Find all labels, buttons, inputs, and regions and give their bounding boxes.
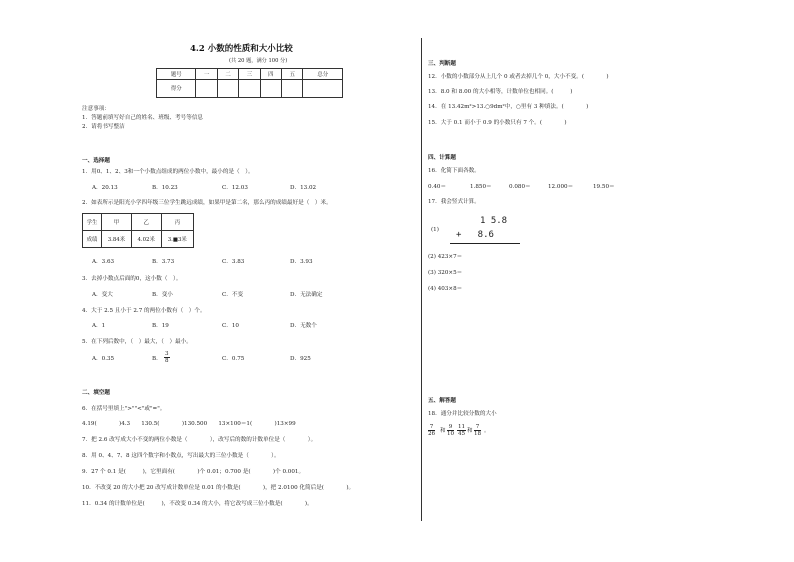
jump-table-header: 乙 (131, 214, 161, 231)
fraction-three-eighths (164, 351, 170, 364)
simplify-item[interactable]: 12.000＝ (548, 184, 574, 190)
fraction-denominator: 45 (458, 431, 466, 437)
fraction (447, 424, 454, 437)
score-table-header: 三 (239, 69, 260, 80)
jump-table-header: 甲 (102, 214, 132, 231)
fraction-numerator: 7 (475, 424, 480, 430)
fraction-separator: 。 (484, 428, 490, 434)
option[interactable]: D．无数个 (290, 323, 317, 329)
calc-item[interactable]: (4) 403×8＝ (428, 286, 463, 292)
score-cell[interactable] (239, 79, 260, 97)
question-6: 6．在括号里填上">""<"或"="。 (82, 406, 166, 412)
simplify-item[interactable]: 1.850＝ (470, 184, 492, 190)
score-table-header: 一 (196, 69, 217, 80)
question-5: 5．在下列后数中，（ ）最大，（ ）最小。 (82, 339, 192, 345)
question-9: 9．27 个 0.1 是( )，它里面有( )个 0.01；0.700 是( )个 0.001。 (82, 469, 305, 475)
jump-results-table (82, 213, 194, 248)
question-11: 11．0.34 的计数单位是( )，不改变 0.34 的大小，将它改写成三位小数是( )。 (82, 501, 313, 507)
page-title: 4.2 小数的性质和大小比较 (190, 44, 293, 54)
vertical-calc-line (450, 243, 520, 244)
option[interactable]: C．0.75 (222, 356, 245, 362)
option[interactable]: A．变大 (92, 292, 113, 298)
option[interactable]: A．3.63 (92, 259, 115, 265)
fraction (457, 424, 466, 437)
section-heading: 一、选择题 (82, 158, 110, 164)
fraction (428, 424, 435, 437)
fraction-denominator: 8 (165, 358, 169, 364)
question-15: 15．大于 0.1 而小于 0.9 的小数只有 7 个。( ) (428, 120, 567, 126)
option[interactable]: D．无法确定 (290, 292, 323, 298)
option[interactable]: B．3.73 (152, 259, 175, 265)
page-subtitle: (共 20 题，满分 100 分) (229, 58, 288, 64)
option[interactable]: C．不变 (222, 292, 244, 298)
option[interactable]: D．925 (290, 356, 311, 362)
fraction-numerator: 3 (165, 351, 169, 357)
option[interactable]: D．3.93 (290, 259, 313, 265)
fraction-denominator: 18 (474, 431, 482, 437)
question-13: 13．8.0 和 8.00 的大小相等，计数单位也相同。( ) (428, 89, 573, 95)
notes-heading: 注意事项： (82, 106, 110, 112)
fraction (474, 424, 481, 437)
jump-table-header: 丙 (161, 214, 193, 231)
option[interactable]: A．0.35 (92, 356, 115, 362)
option[interactable]: A．20.13 (92, 185, 118, 191)
jump-table-cell: 4.02米 (131, 231, 161, 248)
score-cell[interactable] (303, 79, 343, 97)
option[interactable]: B．10.23 (152, 185, 178, 191)
score-row-label: 得分 (157, 79, 196, 97)
fraction-denominator: 26 (428, 431, 436, 437)
score-cell[interactable] (217, 79, 238, 97)
calc-item[interactable]: (2) 423×7＝ (428, 254, 463, 260)
question-6-blanks[interactable]: 4.19( )4.3 130.5( )130.500 13×100＝1( )13×99 (82, 421, 296, 427)
calc-item[interactable]: (3) 320×5＝ (428, 270, 463, 276)
fraction-separator: 和 (440, 428, 446, 434)
simplify-item[interactable]: 0.080＝ (509, 184, 531, 190)
score-table (156, 68, 343, 98)
question-1: 1．用0、1、2、3和一个小数点组成的两位小数中，最小的是（ ）。 (82, 169, 254, 175)
score-table-header: 题号 (157, 69, 196, 80)
score-table-header: 五 (282, 69, 303, 80)
question-16: 16．化简下面各数。 (428, 168, 480, 174)
vertical-calc-bottom: + 8.6 (456, 230, 494, 240)
option[interactable]: B． (152, 356, 162, 362)
section-heading: 二、填空题 (82, 390, 110, 396)
question-7: 7．把 2.6 改写成大小不变的两位小数是（ ），改写后的数的计数单位是（ ）。 (82, 437, 317, 443)
question-18: 18．通分并比较分数的大小 (428, 411, 497, 417)
score-table-header: 二 (217, 69, 238, 80)
jump-table-row (83, 231, 194, 248)
question-4: 4．大于 2.5 且小于 2.7 的两位小数有（ ）个。 (82, 308, 206, 314)
question-12: 12．小数的小数部分从上几个 0 或者去掉几个 0，大小不变。( ) (428, 74, 609, 80)
question-8: 8．用 0、4、7、8 这四个数字和小数点，写出最大的三位小数是（ ）。 (82, 453, 280, 459)
column-divider (421, 38, 422, 521)
question-14: 14．在 13.42m²>13.○9dm²中，○里有 3 种填法。( ) (428, 104, 589, 110)
jump-table-header-row (83, 214, 194, 231)
vertical-calc-label: (1) (431, 227, 439, 233)
fraction-numerator: 9 (448, 424, 453, 430)
fraction-numerator: 7 (429, 424, 434, 430)
jump-table-cell: 3.84米 (102, 231, 132, 248)
score-cell[interactable] (282, 79, 303, 97)
fraction-numerator: 11 (458, 424, 466, 430)
jump-table-cell: 3.■3米 (161, 231, 193, 248)
jump-table-cell: 成绩 (83, 231, 102, 248)
score-table-header: 四 (260, 69, 281, 80)
score-cell[interactable] (260, 79, 281, 97)
option[interactable]: C．10 (222, 323, 239, 329)
option[interactable]: B．19 (152, 323, 169, 329)
option[interactable]: C．3.83 (222, 259, 245, 265)
option[interactable]: C．12.03 (222, 185, 248, 191)
question-3: 3．去掉小数点后面的0，这小数（ ）。 (82, 276, 182, 282)
question-2: 2．如表所示是阳光小学四年级三位学生跳远成绩，如果甲是第二名，那么丙的成绩最好是（ ）米。 (82, 200, 332, 206)
note-item: 1．答题前填写好自己的姓名、班级、考号等信息 (82, 115, 204, 121)
score-cell[interactable] (196, 79, 217, 97)
section-heading: 三、判断题 (428, 61, 456, 67)
option[interactable]: A．1 (92, 323, 106, 329)
score-table-header-row (157, 69, 343, 80)
jump-table-header: 学生 (83, 214, 102, 231)
option[interactable]: D．13.02 (290, 185, 317, 191)
section-heading: 四、计算题 (428, 155, 456, 161)
fraction-denominator: 10 (447, 431, 455, 437)
option[interactable]: B．变小 (152, 292, 173, 298)
score-table-header: 总分 (303, 69, 343, 80)
note-item: 2．请将书写整洁 (82, 124, 125, 130)
vertical-calc-top: 1 5.8 (480, 216, 508, 226)
fraction-separator: 和 (467, 428, 473, 434)
question-10: 10．不改变 20 的大小把 20 改写成计数单位是 0.01 的小数是( )，把 2.0100 化简后是( )。 (82, 485, 355, 491)
section-heading: 五、解答题 (428, 398, 456, 404)
simplify-item[interactable]: 0.40＝ (428, 184, 447, 190)
simplify-item[interactable]: 19.50＝ (593, 184, 615, 190)
score-table-row (157, 79, 343, 97)
question-17: 17．我会竖式计算。 (428, 199, 480, 205)
